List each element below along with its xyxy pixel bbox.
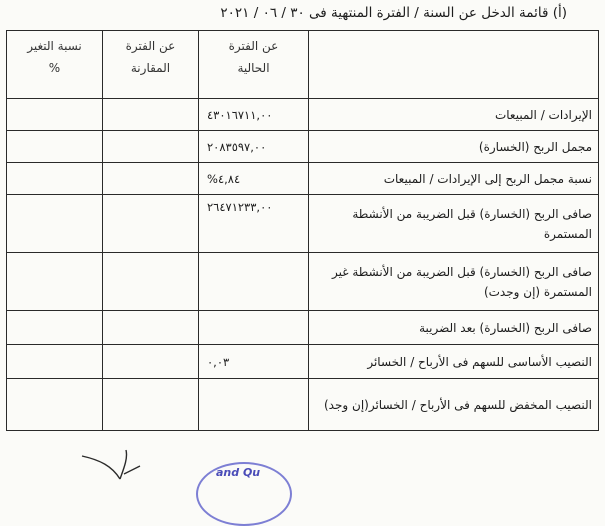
table-row bbox=[7, 379, 599, 431]
header-change-line1: نسبة التغير bbox=[27, 39, 82, 53]
row-label: الإيرادات / المبيعات bbox=[309, 99, 599, 131]
row-comparative-value bbox=[103, 99, 199, 131]
row-comparative-value bbox=[103, 131, 199, 163]
row-change-value bbox=[7, 195, 103, 253]
header-current-line1: عن الفترة bbox=[228, 39, 279, 53]
row-current-value bbox=[199, 311, 309, 345]
income-statement-table bbox=[6, 30, 599, 431]
row-change-value bbox=[7, 253, 103, 311]
row-comparative-value bbox=[103, 195, 199, 253]
row-change-value bbox=[7, 379, 103, 431]
row-change-value bbox=[7, 99, 103, 131]
header-label-cell bbox=[309, 31, 599, 99]
table-row bbox=[7, 345, 599, 379]
table-row bbox=[7, 195, 599, 253]
header-row bbox=[7, 31, 599, 99]
row-comparative-value bbox=[103, 311, 199, 345]
row-current-value bbox=[199, 379, 309, 431]
row-label: صافى الربح (الخسارة) بعد الضريبة bbox=[309, 311, 599, 345]
stamp-text: and Qu bbox=[216, 466, 261, 479]
row-change-value bbox=[7, 311, 103, 345]
table-row bbox=[7, 99, 599, 131]
table-row bbox=[7, 253, 599, 311]
table-row bbox=[7, 131, 599, 163]
header-change-line2: % bbox=[48, 61, 61, 75]
row-current-value: ٠,٠٣ bbox=[199, 345, 309, 379]
row-comparative-value bbox=[103, 345, 199, 379]
header-comparative-line1: عن الفترة bbox=[125, 39, 176, 53]
header-current-line2: الحالية bbox=[237, 61, 270, 75]
row-comparative-value bbox=[103, 379, 199, 431]
row-change-value bbox=[7, 131, 103, 163]
row-current-value: %٤,٨٤ bbox=[199, 163, 309, 195]
row-current-value: ٤٣٠١٦٧١١,٠٠ bbox=[199, 99, 309, 131]
row-current-value: ٢٠٨٣٥٩٧,٠٠ bbox=[199, 131, 309, 163]
header-current-period bbox=[199, 31, 309, 99]
row-label: مجمل الربح (الخسارة) bbox=[309, 131, 599, 163]
row-comparative-value bbox=[103, 253, 199, 311]
statement-heading: (أ) قائمة الدخل عن السنة / الفترة المنتهية فى ٣٠ / ٠٦ / ٢٠٢١ bbox=[220, 5, 567, 21]
row-label: صافى الربح (الخسارة) قبل الضريبة من الأنشطة غير المستمرة (إن وجدت) bbox=[309, 253, 599, 311]
row-comparative-value bbox=[103, 163, 199, 195]
table-row bbox=[7, 163, 599, 195]
row-change-value bbox=[7, 345, 103, 379]
header-comparative-line2: المقارنة bbox=[130, 61, 171, 75]
header-comparative-period bbox=[103, 31, 199, 99]
row-current-value bbox=[199, 253, 309, 311]
signature-mark bbox=[80, 448, 150, 481]
header-change-percent bbox=[7, 31, 103, 99]
row-current-value: ٢٦٤٧١٢٣٣,٠٠ bbox=[199, 195, 309, 253]
row-label: صافى الربح (الخسارة) قبل الضريبة من الأنشطة المستمرة bbox=[309, 195, 599, 253]
row-label: نسبة مجمل الربح إلى الإيرادات / المبيعات bbox=[309, 163, 599, 195]
row-change-value bbox=[7, 163, 103, 195]
row-label: النصيب المخفض للسهم فى الأرباح / الخسائر(إن وجد) bbox=[309, 379, 599, 431]
table-row bbox=[7, 311, 599, 345]
row-label: النصيب الأساسى للسهم فى الأرباح / الخسائر bbox=[309, 345, 599, 379]
